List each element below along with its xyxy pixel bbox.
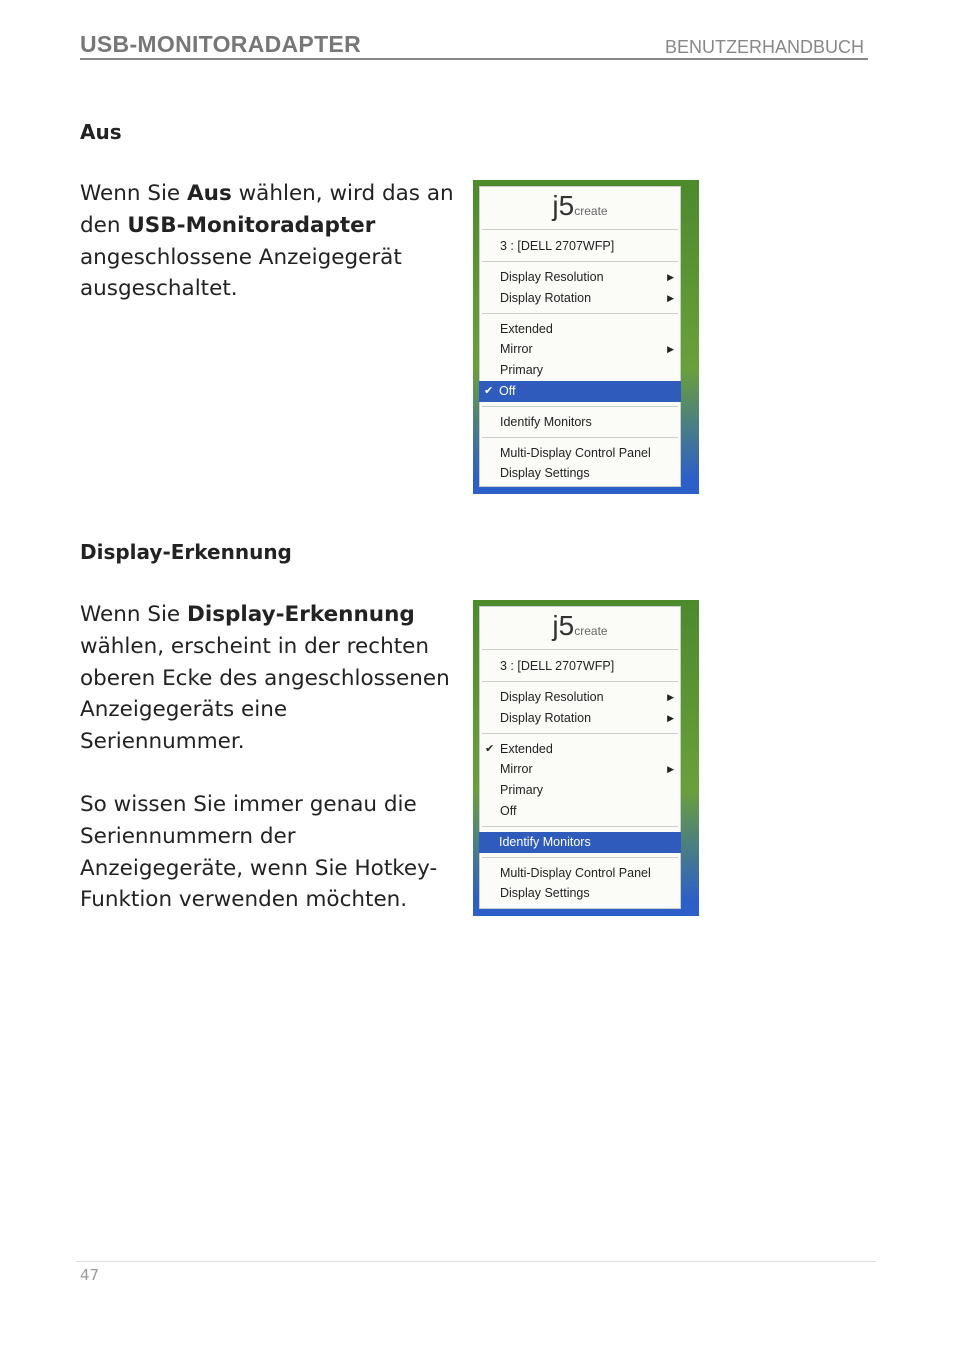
menu-separator <box>482 681 678 682</box>
menu-item-label: Primary <box>500 363 544 378</box>
paragraph-text: Wenn Sie <box>80 602 187 627</box>
header-divider <box>80 58 868 60</box>
emphasized-term: Display-Erkennung <box>187 602 415 627</box>
menu-item-off[interactable] <box>479 381 681 402</box>
menu-item-identify-monitors[interactable] <box>479 832 681 853</box>
menu-item-multi-display-control-panel[interactable] <box>480 863 680 884</box>
menu-item-label: Display Resolution <box>500 690 604 704</box>
menu-item-label: Extended <box>500 741 553 756</box>
document-subtitle: BENUTZERHANDBUCH <box>664 37 864 57</box>
menu-separator <box>482 437 678 438</box>
menu-item-extended[interactable] <box>480 319 680 340</box>
context-menu <box>479 186 681 487</box>
section-aus-paragraph <box>80 178 460 305</box>
menu-item-label: Display Rotation <box>500 290 592 305</box>
logo-mark: j5 <box>552 610 575 641</box>
menu-item-label: Display Settings <box>500 466 590 481</box>
menu-item-display-rotation[interactable] <box>480 708 680 729</box>
context-menu-screenshot-identify <box>473 600 699 916</box>
document-title: USB-MONITORADAPTER <box>80 31 361 57</box>
submenu-arrow-icon: ▶ <box>667 692 674 702</box>
menu-item-label: Extended <box>500 321 553 336</box>
submenu-arrow-icon: ▶ <box>667 272 674 282</box>
menu-item-display-resolution[interactable] <box>480 687 680 708</box>
j5create-logo <box>480 607 680 645</box>
submenu-arrow-icon: ▶ <box>667 712 674 723</box>
menu-item-label: Identify Monitors <box>499 834 591 849</box>
page-number: 47 <box>80 1266 100 1284</box>
monitor-model-label: 3 : [DELL 2707WFP] <box>500 239 615 253</box>
monitor-model-label: 3 : [DELL 2707WFP] <box>500 659 615 673</box>
menu-item-off[interactable] <box>480 801 680 822</box>
menu-item-label: Multi-Display Control Panel <box>500 445 651 460</box>
menu-separator <box>482 406 678 407</box>
submenu-arrow-icon: ▶ <box>667 344 674 355</box>
menu-separator <box>482 261 678 262</box>
menu-item-mirror[interactable] <box>480 759 680 780</box>
section-heading-aus: Aus <box>80 120 122 144</box>
section-display-erkennung-paragraph-1 <box>80 599 450 758</box>
menu-item-identify-monitors[interactable] <box>480 412 680 433</box>
menu-item-display-resolution[interactable] <box>480 267 680 288</box>
menu-item-label: Identify Monitors <box>500 414 592 429</box>
menu-separator <box>482 229 678 230</box>
paragraph-text: wählen, wird das an den <box>80 181 454 238</box>
submenu-arrow-icon: ▶ <box>667 292 674 303</box>
emphasized-term: USB-Monitoradapter <box>127 212 376 238</box>
menu-item-label: Off <box>500 803 517 818</box>
logo-text: create <box>574 624 608 638</box>
paragraph-text: Wenn Sie <box>80 181 187 206</box>
checkmark-icon: ✔ <box>485 742 495 755</box>
paragraph-text: wählen, erscheint in der rechten oberen Ecke des angeschlossenen Anzeigegeräts eine Seriennummer. <box>80 633 450 755</box>
menu-item-label: Off <box>499 383 516 398</box>
context-menu <box>479 606 681 909</box>
j5create-logo <box>480 187 680 225</box>
menu-item-primary[interactable] <box>480 360 680 381</box>
menu-separator <box>482 826 678 827</box>
menu-item-display-settings[interactable] <box>480 883 680 904</box>
menu-separator <box>482 313 678 314</box>
menu-item-mirror[interactable] <box>480 339 680 360</box>
emphasized-term: Aus <box>187 181 232 206</box>
menu-item-extended[interactable] <box>480 739 680 760</box>
paragraph-text: angeschlossene Anzeigegerät ausgeschaltet. <box>80 244 402 302</box>
menu-item-label: Mirror <box>500 762 533 777</box>
menu-item-label: Multi-Display Control Panel <box>500 865 651 880</box>
logo-text: create <box>574 204 608 218</box>
menu-separator <box>482 649 678 650</box>
paragraph-text: So wissen Sie immer genau die Seriennummern der Anzeigegeräte, wenn Sie Hotkey-Funktion verwenden möchten. <box>80 792 438 913</box>
menu-item-label: Display Resolution <box>500 270 604 284</box>
menu-item-multi-display-control-panel[interactable] <box>480 443 680 464</box>
submenu-arrow-icon: ▶ <box>667 764 674 775</box>
checkmark-icon: ✔ <box>484 384 494 397</box>
footer-divider <box>76 1261 876 1262</box>
logo-mark: j5 <box>552 190 575 221</box>
menu-item-label: Display Rotation <box>500 710 592 725</box>
menu-item-display-rotation[interactable] <box>480 288 680 309</box>
menu-item-label: Primary <box>500 783 544 798</box>
section-heading-display-erkennung: Display-Erkennung <box>80 540 292 564</box>
menu-item-label: Display Settings <box>500 886 590 901</box>
menu-separator <box>482 857 678 858</box>
section-display-erkennung-paragraph-2 <box>80 789 450 916</box>
menu-item-primary[interactable] <box>480 780 680 801</box>
menu-separator <box>482 733 678 734</box>
menu-item-display-settings[interactable] <box>480 463 680 484</box>
menu-item-label: Mirror <box>500 342 533 357</box>
context-menu-screenshot-off <box>473 180 699 494</box>
